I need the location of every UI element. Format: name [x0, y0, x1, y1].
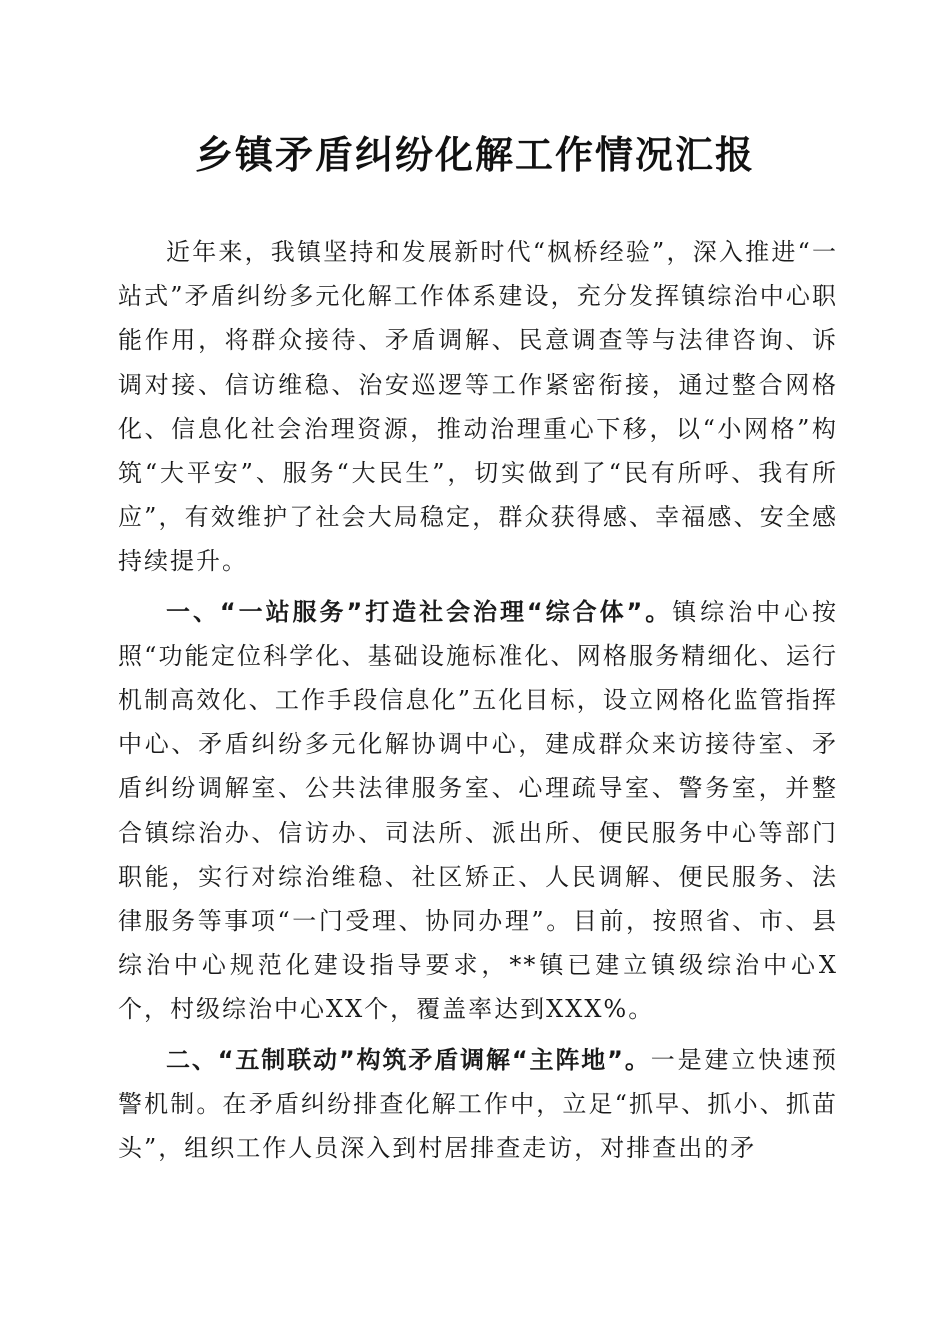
section-1-text: 镇综治中心按照“功能定位科学化、基础设施标准化、网格服务精细化、运行机制高效化、工作手段信息化”五化目标，设立网格化监管指挥中心、矛盾纠纷多元化解协调中心，建成群众来访接待室、矛盾纠纷调解室、公共法律服务室、心理疏导室、警务室，并整合镇综治办、信访办、司法所、派出所、便民服务中心等部门职能，实行对综治维稳、社区矫正、人民调解、便民服务、法律服务等事项“一门受理、协同办理”。目前，按照省、市、县综治中心规范化建设指导要求，**镇已建立镇级综治中心X个，村级综治中心XX个，覆盖率达到XXX%。	[118, 597, 838, 1024]
section-1-heading: 一、“一站服务”打造社会治理“综合体”。	[166, 597, 673, 626]
document-body	[118, 230, 838, 1170]
paragraph-intro-text: 近年来，我镇坚持和发展新时代“枫桥经验”，深入推进“一站式”矛盾纠纷多元化解工作体系建设，充分发挥镇综治中心职能作用，将群众接待、矛盾调解、民意调查等与法律咨询、诉调对接、信访维稳、治安巡逻等工作紧密衔接，通过整合网格化、信息化社会治理资源，推动治理重心下移，以“小网格”构筑“大平安”、服务“大民生”，切实做到了“民有所呼、我有所应”，有效维护了社会大局稳定，群众获得感、幸福感、安全感持续提升。	[118, 238, 838, 576]
paragraph-intro	[118, 230, 838, 584]
section-2-heading: 二、“五制联动”构筑矛盾调解“主阵地”。	[166, 1045, 651, 1074]
paragraph-section-1	[118, 590, 838, 1032]
document-title: 乡镇矛盾纠纷化解工作情况汇报	[194, 132, 755, 177]
paragraph-section-2	[118, 1038, 838, 1171]
section-2-text: 一是建立快速预警机制。在矛盾纠纷排查化解工作中，立足“抓早、抓小、抓苗头”，组织工作人员深入到村居排查走访，对排查出的矛	[118, 1045, 839, 1163]
